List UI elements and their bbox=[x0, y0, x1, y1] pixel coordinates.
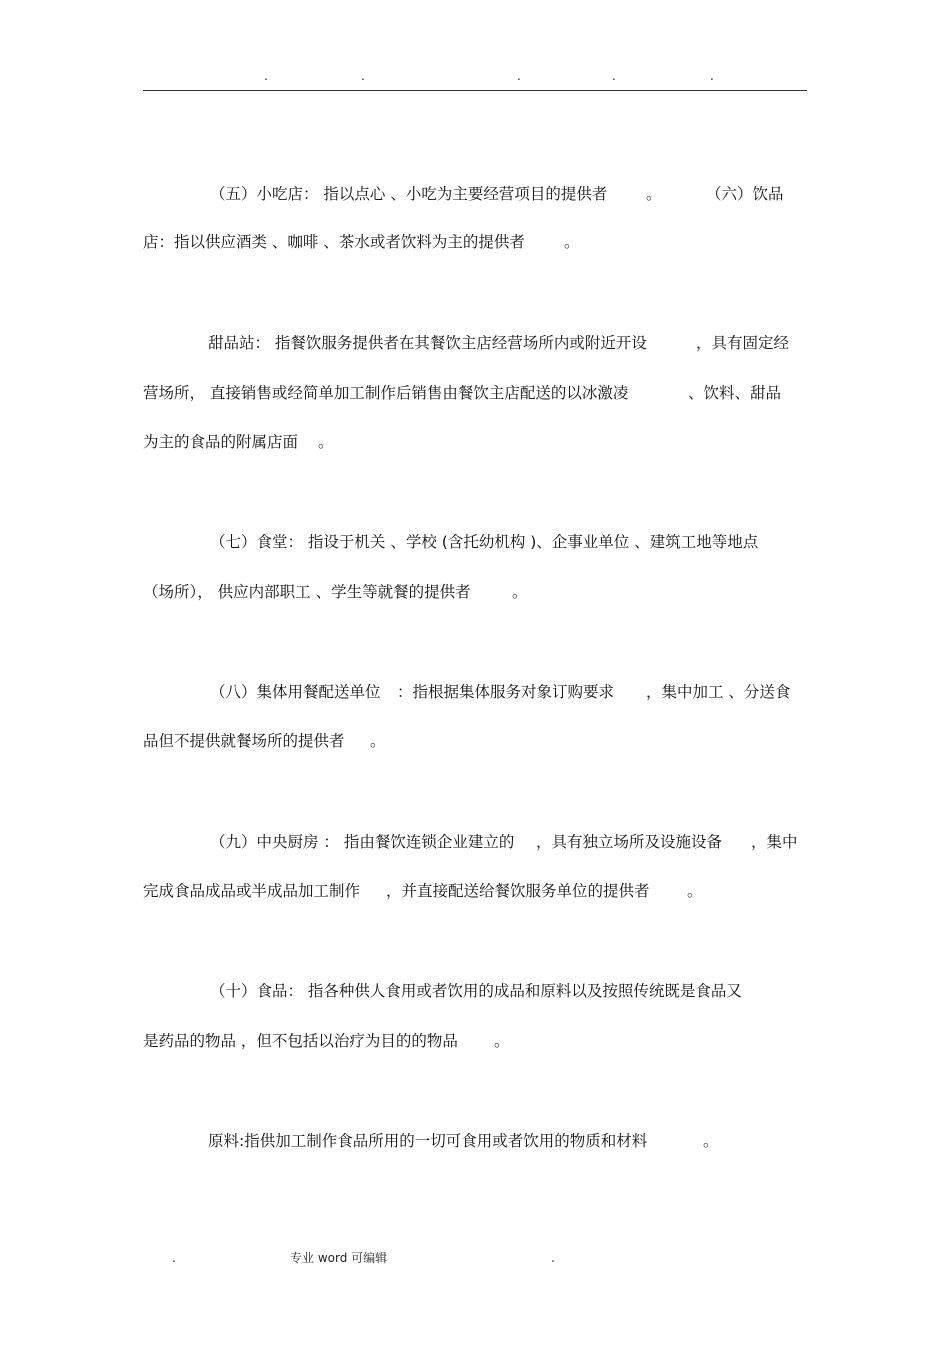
footer-dot-right: . bbox=[551, 1251, 555, 1265]
text-line: 。 bbox=[370, 732, 386, 750]
header-dot: . bbox=[612, 69, 616, 83]
footer-dot-left: . bbox=[172, 1251, 176, 1265]
text-line: 、饮料、甜品 bbox=[688, 384, 782, 402]
text-line: （七）食堂： 指设于机关 、学校 (含托幼机构 )、企事业单位 、建筑工地等地点 bbox=[210, 533, 759, 551]
text-line: 完成食品成品或半成品加工制作 bbox=[143, 882, 361, 900]
text-line: 。 bbox=[318, 433, 334, 451]
text-line: 。 bbox=[703, 1132, 719, 1150]
text-line: 营场所， 直接销售或经简单加工制作后销售由餐饮主店配送的以冰激凌 bbox=[143, 384, 629, 402]
text-line: ：指根据集体服务对象订购要求 bbox=[397, 683, 615, 701]
footer-text: 专业 word 可编辑 bbox=[290, 1251, 388, 1265]
text-line: （场所）， 供应内部职工 、学生等就餐的提供者 bbox=[143, 583, 471, 601]
text-line: 店：指以供应酒类 、咖啡 、茶水或者饮料为主的提供者 bbox=[143, 233, 525, 251]
text-line: 。 bbox=[494, 1032, 510, 1050]
text-line: 。 bbox=[512, 583, 528, 601]
header-dot: . bbox=[517, 69, 521, 83]
header-rule bbox=[143, 90, 807, 91]
text-line: （五）小吃店： 指以点心 、小吃为主要经营项目的提供者 bbox=[210, 185, 608, 203]
text-line: （六）饮品 bbox=[706, 185, 784, 203]
text-line: 。 bbox=[646, 185, 662, 203]
text-line: 原料:指供加工制作食品所用的一切可食用或者饮用的物质和材料 bbox=[208, 1132, 648, 1150]
text-line: ，集中加工 、分送食 bbox=[646, 683, 791, 701]
text-line: （八）集体用餐配送单位 bbox=[210, 683, 381, 701]
text-line: （九）中央厨房 ： 指由餐饮连锁企业建立的 bbox=[210, 833, 515, 851]
header-dot: . bbox=[264, 69, 268, 83]
text-line: 甜品站： 指餐饮服务提供者在其餐饮主店经营场所内或附近开设 bbox=[208, 334, 647, 352]
text-line: 。 bbox=[564, 233, 580, 251]
text-line: ，具有独立场所及设施设备 bbox=[536, 833, 723, 851]
text-line: （十）食品： 指各种供人食用或者饮用的成品和原料以及按照传统既是食品又 bbox=[210, 982, 742, 1000]
header-dot: . bbox=[710, 69, 714, 83]
text-line: ，具有固定经 bbox=[696, 334, 790, 352]
text-line: 。 bbox=[687, 882, 703, 900]
text-line: ，并直接配送给餐饮服务单位的提供者 bbox=[386, 882, 650, 900]
text-line: 是药品的物品 ，但不包括以治疗为目的的物品 bbox=[143, 1032, 458, 1050]
text-line: 为主的食品的附属店面 bbox=[143, 433, 299, 451]
text-line: ，集中 bbox=[751, 833, 798, 851]
header-dot: . bbox=[361, 69, 365, 83]
text-line: 品但不提供就餐场所的提供者 bbox=[143, 732, 345, 750]
